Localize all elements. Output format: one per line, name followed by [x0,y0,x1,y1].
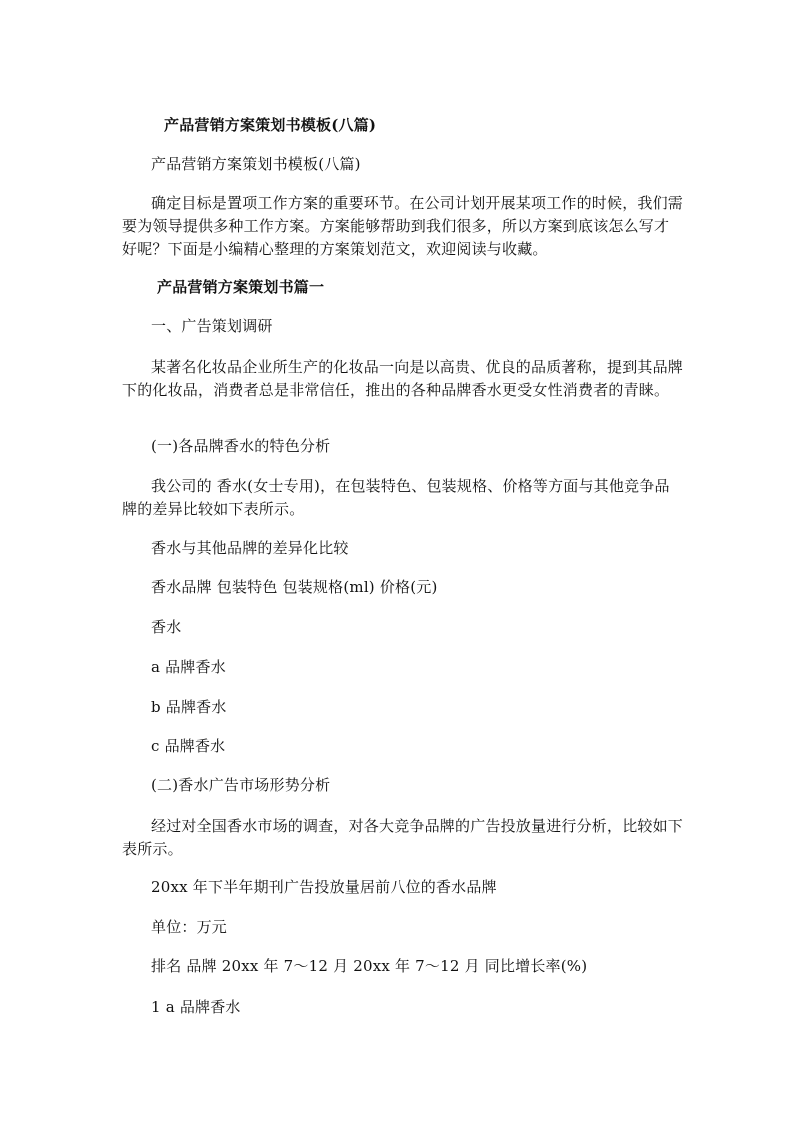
subsection-one-heading: (一)各品牌香水的特色分析 [151,437,331,455]
table1-row: c 品牌香水 [151,737,226,755]
table1-header: 香水品牌 包装特色 包装规格(ml) 价格(元) [151,578,438,596]
table1-row: b 品牌香水 [151,698,227,716]
comparison-paragraph: 我公司的 香水(女士专用)，在包装特色、包装规格、价格等方面与其他竞争品牌的差异比较如下表所示。 [122,477,670,518]
table1-row: 香水 [151,618,182,636]
document-title: 产品营销方案策划书模板(八篇) [164,116,377,134]
document-subtitle: 产品营销方案策划书模板(八篇) [151,155,361,173]
intro-paragraph: 确定目标是置项工作方案的重要环节。在公司计划开展某项工作的时候，我们需要为领导提供多种工作方案。方案能够帮助到我们很多，所以方案到底该怎么写才好呢？下面是小编精心整理的方案策划范文，欢迎阅读与收藏。 [122,194,684,258]
part-one-heading: 一、广告策划调研 [151,317,273,335]
table2-header: 排名 品牌 20xx 年 7～12 月 20xx 年 7～12 月 同比增长率(%) [151,957,588,975]
section-heading: 产品营销方案策划书篇一 [157,278,325,296]
table2-row: 1 a 品牌香水 [151,998,241,1016]
brand-paragraph: 某著名化妆品企业所生产的化妆品一向是以高贵、优良的品质著称，提到其品牌下的化妆品，消费者总是非常信任，推出的各种品牌香水更受女性消费者的青睐。 [122,358,684,399]
survey-paragraph: 经过对全国香水市场的调查，对各大竞争品牌的广告投放量进行分析，比较如下表所示。 [122,817,684,858]
subsection-two-heading: (二)香水广告市场形势分析 [151,776,331,794]
table1-row: a 品牌香水 [151,658,226,676]
table2-title: 20xx 年下半年期刊广告投放量居前八位的香水品牌 [151,878,497,896]
table2-unit: 单位：万元 [151,918,228,936]
table1-title: 香水与其他品牌的差异化比较 [151,539,349,557]
